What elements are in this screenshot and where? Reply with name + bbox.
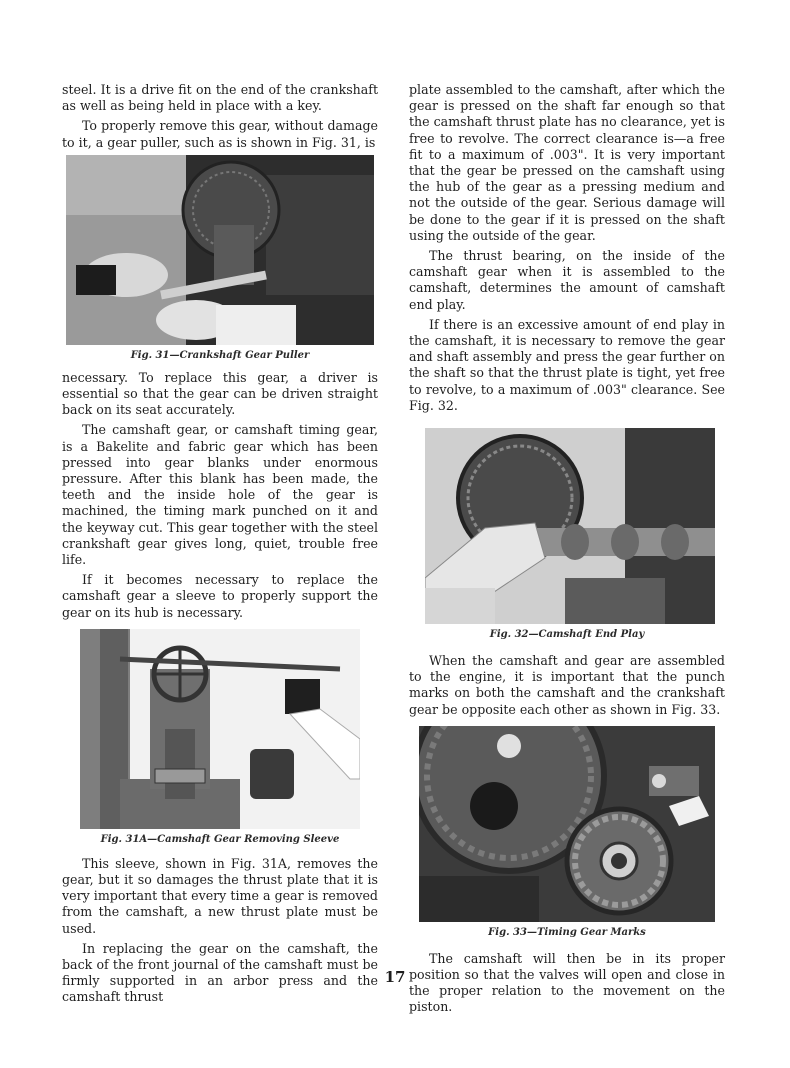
paragraph: This sleeve, shown in Fig. 31A, removes the gear, but it so damages the thrust plate that it is very important that every time a gear is removed from the camshaft, a new thrust plate must be used. <box>62 855 378 936</box>
paragraph: necessary. To replace this gear, a driver is essential so that the gear can be driven straight back on its seat accurately. <box>62 369 378 418</box>
paragraph: The thrust bearing, on the inside of the camshaft gear when it is assembled to the camshaft, determines the amount of camshaft end play. <box>409 248 725 312</box>
page-number: 17 <box>384 968 406 986</box>
paragraph: In replacing the gear on the camshaft, the back of the front journal of the camshaft must be firmly supported in an arbor press and the camshaft thrust <box>62 940 378 1005</box>
paragraph: If there is an excessive amount of end play in the camshaft, it is necessary to remove the gear and shaft assembly and press the gear further on the shaft so that the thrust plate is tight, yet free to revolve, to a maximum of .003" clearance. See Fig. 32. <box>409 316 725 413</box>
figure-31-photo <box>66 155 374 345</box>
paragraph: To properly remove this gear, without damage to it, a gear puller, such as is shown in Fig. 31, is <box>62 118 378 150</box>
paragraph: If it becomes necessary to replace the camshaft gear a sleeve to properly support the gear on its hub is necessary. <box>62 572 378 620</box>
figure-32-photo <box>425 428 715 624</box>
figure-31a-caption: Fig. 31A—Camshaft Gear Removing Sleeve <box>100 833 340 845</box>
figure-31-caption: Fig. 31—Crankshaft Gear Puller <box>130 349 310 361</box>
paragraph: When the camshaft and gear are assembled to the engine, it is important that the punch marks on both the camshaft and the crankshaft gear be opposite each other as shown in Fig. 33. <box>409 653 725 717</box>
paragraph: The camshaft gear, or camshaft timing gear, is a Bakelite and fabric gear which has been pressed into gear blanks under enormous pressure. After this blank has been made, the teeth and the inside hole of the gear is machined, the timing mark punched on it and the keyway cut. This gear together with the steel crankshaft gear gives long, quiet, trouble free life. <box>62 422 378 568</box>
left-column <box>62 82 378 1010</box>
right-column <box>409 82 725 1020</box>
paragraph: The camshaft will then be in its proper position so that the valves will open and close in the proper relation to the movement on the piston. <box>409 950 725 1015</box>
paragraph: plate assembled to the camshaft, after which the gear is pressed on the shaft far enough so that the camshaft thrust plate has no clearance, yet is free to revolve. The correct clearance is—a free fit to a maximum of .003". It is very important that the gear be pressed on the camshaft using the hub of the gear as a pressing medium and not the outside of the gear. Serious damage will be done to the gear if it is pressed on the shaft using the outside of the gear. <box>409 82 725 243</box>
figure-33-photo <box>419 726 715 922</box>
figure-33-caption: Fig. 33—Timing Gear Marks <box>488 926 646 938</box>
figure-32-caption: Fig. 32—Camshaft End Play <box>489 629 645 641</box>
paragraph: steel. It is a drive fit on the end of the crankshaft as well as being held in place with a key. <box>62 82 378 114</box>
figure-31a-photo <box>80 629 360 829</box>
